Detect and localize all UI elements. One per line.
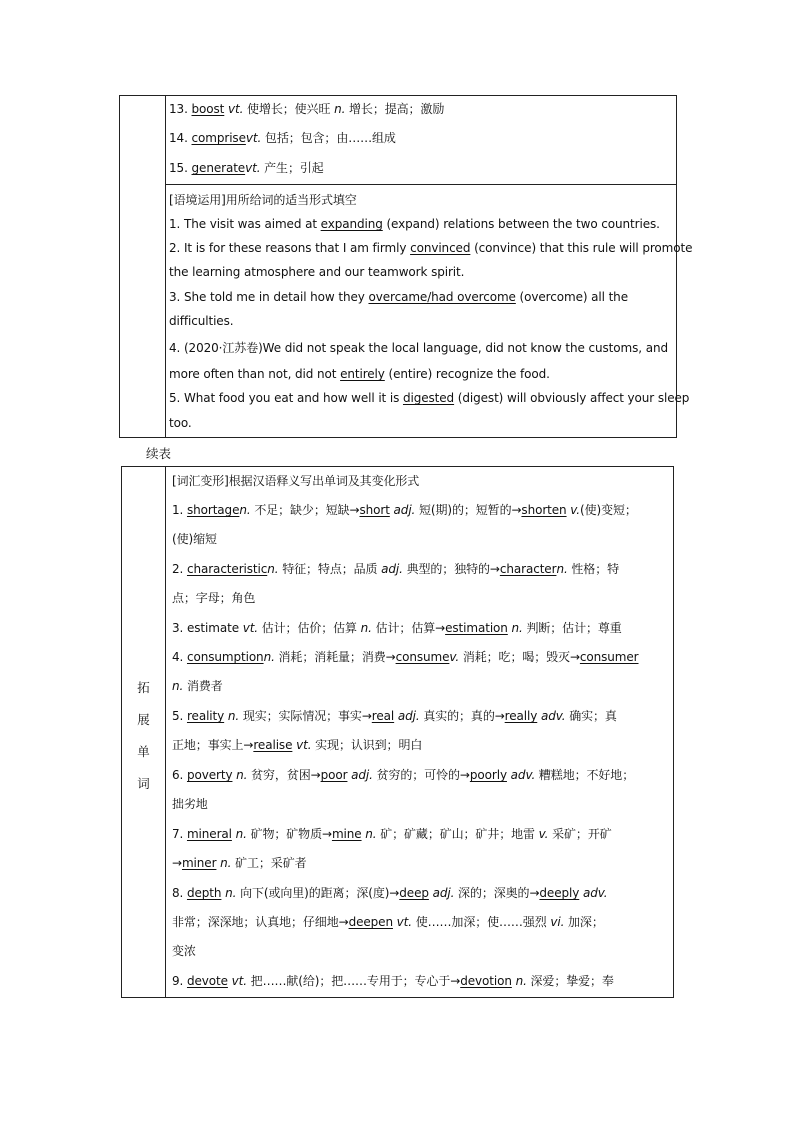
exercise-1: 1. The visit was aimed at expanding (expand) relations between the two countries. (169, 217, 660, 231)
exercise-header: [语境运用]用所给词的适当形式填空 (169, 193, 357, 207)
exercise-2: 2. It is for these reasons that I am firmly convinced (convince) that this rule will promote (169, 241, 693, 255)
exercise-3-cont: difficulties. (169, 314, 234, 328)
exercise-4-cont: more often than not, did not entirely (entire) recognize the food. (169, 367, 550, 381)
table-2 (121, 466, 674, 998)
answer: entirely (340, 367, 385, 381)
vocab-word: comprise (191, 131, 246, 145)
side-label: 拓 展 单 词 (137, 680, 150, 791)
entry-4-cont: n. 消费者 (172, 679, 223, 693)
exercise-5: 5. What food you eat and how well it is digested (digest) will obviously affect your sleep (169, 391, 690, 405)
vocab-row-15: 15. generatevt. 产生；引起 (169, 161, 324, 175)
entry-5-cont: 正地；事实上→realise vt. 实现；认识到；明白 (172, 738, 423, 752)
entry-2: 2. characteristicn. 特征；特点；品质 adj. 典型的；独特的→charactern. 性格；特 (172, 562, 619, 576)
answer: overcame/had overcome (368, 290, 516, 304)
vocab-header: [词汇变形]根据汉语释义写出单词及其变化形式 (172, 474, 420, 488)
vocab-row-14: 14. comprisevt. 包括；包含；由……组成 (169, 131, 396, 145)
answer: convinced (410, 241, 471, 255)
answer: digested (402, 391, 455, 405)
entry-9: 9. devote vt. 把……献(给)；把……专用于；专心于→devotion n. 深爱；挚爱；奉 (172, 974, 614, 988)
continued-label: 续表 (146, 446, 172, 461)
entry-5: 5. reality n. 现实；实际情况；事实→real adj. 真实的；真的→really adv. 确实；真 (172, 709, 617, 723)
entry-6: 6. poverty n. 贫穷，贫困→poor adj. 贫穷的；可怜的→poorly adv. 糟糕地；不好地； (172, 768, 635, 782)
entry-6-cont: 拙劣地 (172, 797, 208, 811)
answer: expanding (320, 217, 383, 231)
exercise-3: 3. She told me in detail how they overcame/had overcome (overcome) all the (169, 290, 628, 304)
entry-8-cont: 非常；深深地；认真地；仔细地→deepen vt. 使……加深；使……强烈 vi. 加深； (172, 915, 604, 929)
entry-8-cont2: 变浓 (172, 944, 196, 958)
divider (165, 184, 676, 185)
entry-7: 7. mineral n. 矿物；矿物质→mine n. 矿；矿藏；矿山；矿井；地雷 v. 采矿；开矿 (172, 827, 612, 841)
vocab-word: generate (191, 161, 246, 175)
exercise-2-cont: the learning atmosphere and our teamwork spirit. (169, 265, 465, 279)
exercise-4: 4. (2020·江苏卷)We did not speak the local language, did not know the customs, and (169, 341, 668, 355)
entry-2-cont: 点；字母；角色 (172, 591, 256, 605)
table-1-side-column (120, 96, 166, 437)
exercise-5-cont: too. (169, 416, 192, 430)
entry-4: 4. consumptionn. 消耗；消耗量；消费→consumev. 消耗；吃；喝；毁灭→consumer (172, 650, 639, 664)
entry-3: 3. estimate vt. 估计；估价；估算 n. 估计；估算→estimation n. 判断；估计；尊重 (172, 621, 622, 635)
entry-1: 1. shortagen. 不足；缺少；短缺→short adj. 短(期)的；短暂的→shorten v.(使)变短； (172, 503, 637, 517)
vocab-word: boost (191, 102, 225, 116)
table-1 (119, 95, 693, 438)
entry-1-cont: (使)缩短 (172, 532, 217, 546)
entry-8: 8. depth n. 向下(或向里)的距离；深(度)→deep adj. 深的；深奥的→deeply adv. (172, 886, 608, 900)
entry-7-cont: →miner n. 矿工；采矿者 (172, 856, 307, 870)
vocab-row-13: 13. boost vt. 使增长；使兴旺 n. 增长；提高；激励 (169, 102, 445, 116)
